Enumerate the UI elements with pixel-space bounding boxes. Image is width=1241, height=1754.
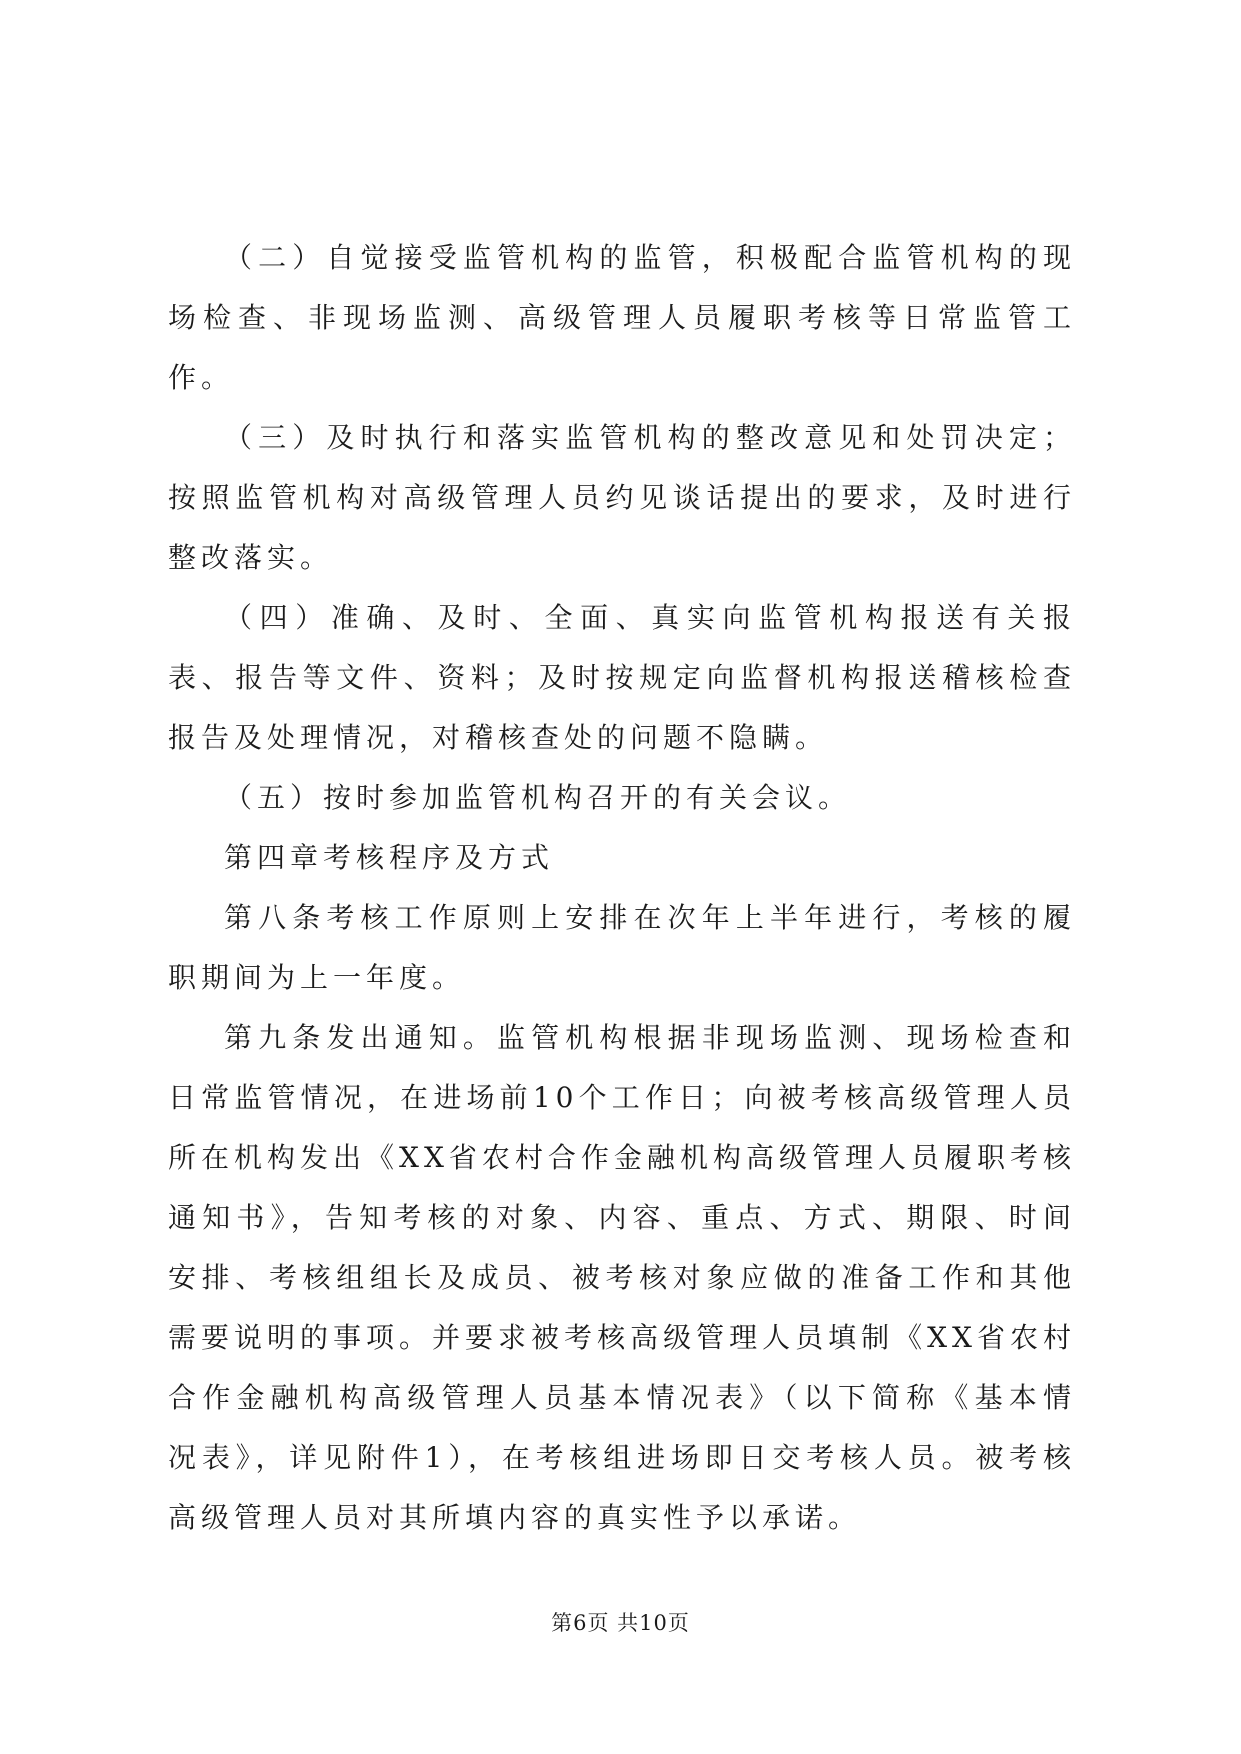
paragraph-item-5: （五）按时参加监管机构召开的有关会议。 bbox=[224, 781, 852, 814]
page-footer: 第6页 共10页 bbox=[551, 1611, 690, 1635]
paragraph-item-2: （二）自觉接受监管机构的监管，积极配合监管机构的现场检查、非现场监测、高级管理人员履职考核等日常监管工作。 bbox=[168, 241, 1076, 394]
chapter-heading: 第四章考核程序及方式 bbox=[224, 841, 555, 874]
article-9: 第九条发出通知。监管机构根据非现场监测、现场检查和日常监管情况，在进场前10个工作日；向被考核高级管理人员所在机构发出《XX省农村合作金融机构高级管理人员履职考核通知书》，告知考核的对象、内容、重点、方式、期限、时间安排、考核组组长及成员、被考核对象应做的准备工作和其他需要说明的事项。并要求被考核高级管理人员填制《XX省农村合作金融机构高级管理人员基本情况表》（以下简称《基本情况表》，详见附件1），在考核组进场即日交考核人员。被考核高级管理人员对其所填内容的真实性予以承诺。 bbox=[168, 1021, 1076, 1534]
paragraph-item-3: （三）及时执行和落实监管机构的整改意见和处罚决定；按照监管机构对高级管理人员约见谈话提出的要求，及时进行整改落实。 bbox=[168, 421, 1076, 574]
document-body bbox=[168, 228, 1076, 1548]
article-8: 第八条考核工作原则上安排在次年上半年进行，考核的履职期间为上一年度。 bbox=[168, 901, 1076, 994]
paragraph-item-4: （四）准确、及时、全面、真实向监管机构报送有关报表、报告等文件、资料；及时按规定向监督机构报送稽核检查报告及处理情况，对稽核查处的问题不隐瞒。 bbox=[168, 601, 1076, 754]
